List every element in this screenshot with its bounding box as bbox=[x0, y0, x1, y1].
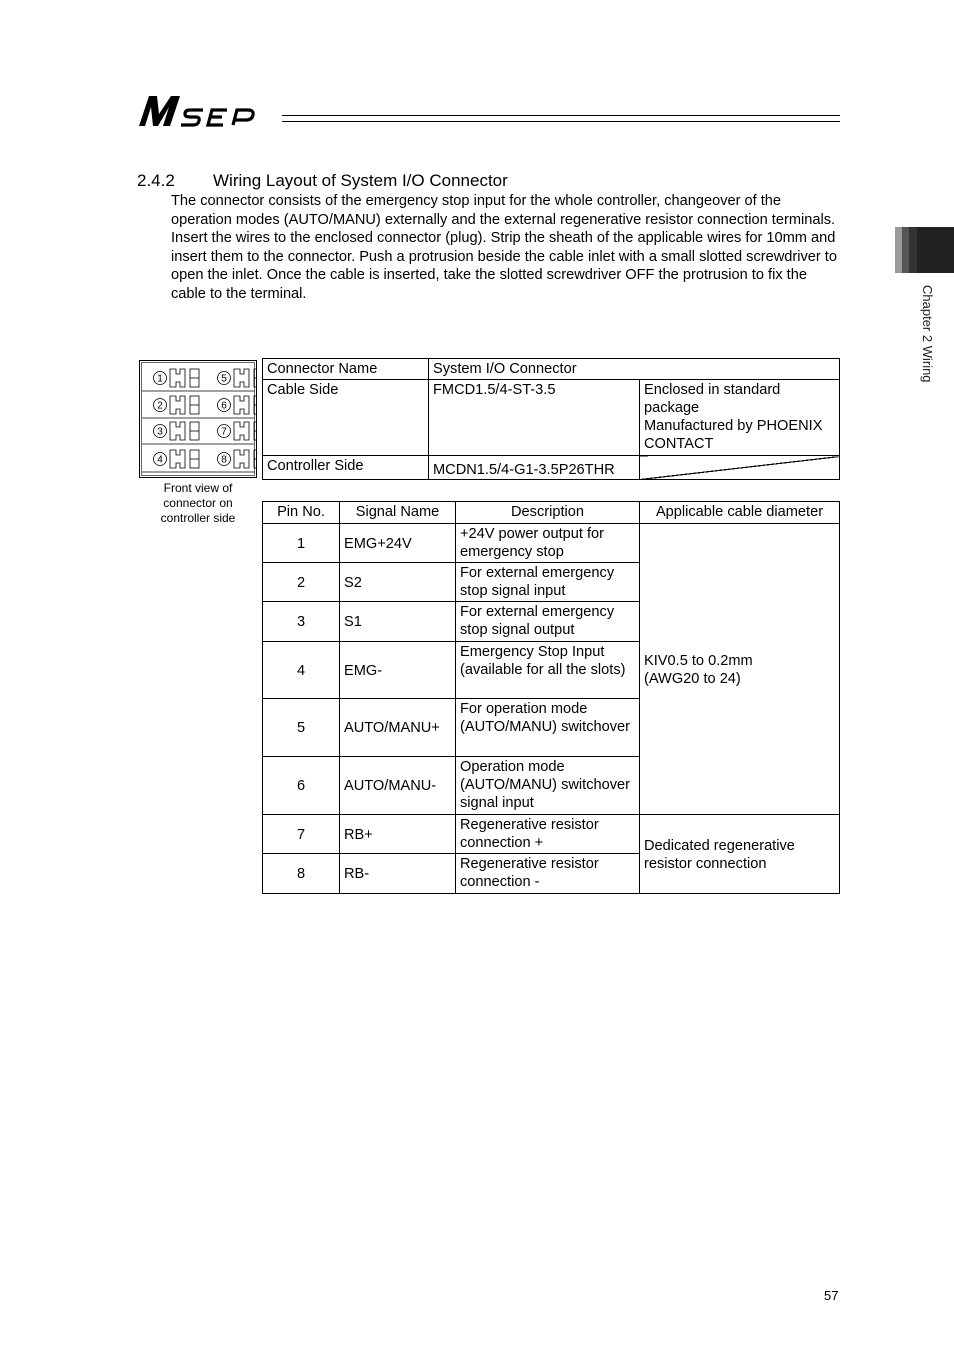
pin-description: For external emergency stop signal output bbox=[456, 602, 640, 642]
signal-name: S1 bbox=[340, 602, 456, 642]
chapter-side-label bbox=[911, 285, 941, 410]
cable-diameter-group-1: KIV0.5 to 0.2mm (AWG20 to 24) bbox=[640, 524, 840, 815]
pin-label: 3 bbox=[157, 426, 163, 438]
pin-label: 8 bbox=[221, 454, 227, 466]
pin-assignment-table bbox=[262, 501, 840, 894]
table-row bbox=[263, 815, 840, 854]
chapter-tab-gradient bbox=[895, 227, 917, 273]
figure-caption: Front view of connector on controller side bbox=[160, 481, 236, 525]
controller-side-label: Controller Side bbox=[263, 456, 429, 480]
header-rule-bottom bbox=[282, 121, 840, 122]
controller-side-value: MCDN1.5/4-G1-3.5P26THR bbox=[429, 456, 640, 480]
pin-label: 2 bbox=[157, 400, 163, 412]
pin-no: 3 bbox=[263, 602, 340, 642]
pin-label: 7 bbox=[221, 426, 227, 438]
pin-no: 1 bbox=[263, 524, 340, 563]
pin-description: Emergency Stop Input (available for all the slots) bbox=[456, 642, 640, 699]
signal-name: RB+ bbox=[340, 815, 456, 854]
header-description: Description bbox=[456, 502, 640, 524]
header-signal-name: Signal Name bbox=[340, 502, 456, 524]
connector-front-view-figure bbox=[139, 360, 257, 478]
pin-no: 7 bbox=[263, 815, 340, 854]
chapter-label-text: Chapter 2 Wiring bbox=[920, 285, 935, 383]
chapter-tab-block bbox=[917, 227, 954, 273]
cable-side-note: Enclosed in standard package Manufactured by PHOENIX CONTACT bbox=[640, 380, 840, 456]
header-rule-top bbox=[282, 115, 840, 116]
connector-name-value: System I/O Connector bbox=[429, 359, 840, 380]
header-cable-diameter: Applicable cable diameter bbox=[640, 502, 840, 524]
pin-description: For external emergency stop signal input bbox=[456, 563, 640, 602]
signal-name: RB- bbox=[340, 854, 456, 894]
pin-description: For operation mode (AUTO/MANU) switchover bbox=[456, 699, 640, 757]
pin-no: 6 bbox=[263, 757, 340, 815]
logo-sep-glyph bbox=[181, 110, 253, 125]
msep-logo bbox=[137, 92, 277, 130]
section-title: Wiring Layout of System I/O Connector bbox=[213, 171, 508, 190]
signal-name: EMG+24V bbox=[340, 524, 456, 563]
header-pin-no: Pin No. bbox=[263, 502, 340, 524]
pin-label: 6 bbox=[221, 400, 227, 412]
cable-side-label: Cable Side bbox=[263, 380, 429, 456]
pin-description: Regenerative resistor connection + bbox=[456, 815, 640, 854]
pin-no: 2 bbox=[263, 563, 340, 602]
pin-no: 8 bbox=[263, 854, 340, 894]
pin-description: Operation mode (AUTO/MANU) switchover signal input bbox=[456, 757, 640, 815]
pin-no: 4 bbox=[263, 642, 340, 699]
empty-diagonal-cell bbox=[640, 456, 840, 480]
signal-name: AUTO/MANU- bbox=[340, 757, 456, 815]
pin-label: 5 bbox=[221, 373, 227, 385]
signal-name: S2 bbox=[340, 563, 456, 602]
connector-name-label: Connector Name bbox=[263, 359, 429, 380]
pin-label: 1 bbox=[157, 373, 163, 385]
connector-info-table bbox=[262, 358, 840, 480]
logo-m-glyph bbox=[139, 96, 180, 126]
body-paragraph: The connector consists of the emergency stop input for the whole controller, changeover of the operation modes (AUTO/MANU) externally and the external regenerative resistor connection terminals. bbox=[171, 193, 836, 228]
pin-description: Regenerative resistor connection - bbox=[456, 854, 640, 894]
section-body bbox=[171, 192, 843, 303]
signal-name: EMG- bbox=[340, 642, 456, 699]
pin-label: 4 bbox=[157, 454, 163, 466]
cable-diameter-group-2: Dedicated regenerative resistor connection bbox=[640, 815, 840, 894]
table-row bbox=[263, 524, 840, 563]
body-paragraph: Insert the wires to the enclosed connector (plug). Strip the sheath of the applicable wires for 10mm and insert them to the connector. Push a protrusion beside the cable inlet with a small slotted screwdriver to open the inlet. Once the cable is inserted, take the slotted screwdriver OFF the protrusion to fix the cable to the terminal. bbox=[171, 230, 837, 302]
pin-no: 5 bbox=[263, 699, 340, 757]
signal-name: AUTO/MANU+ bbox=[340, 699, 456, 757]
section-number: 2.4.2 bbox=[137, 171, 175, 190]
pin-description: +24V power output for emergency stop bbox=[456, 524, 640, 563]
page-number: 57 bbox=[824, 1288, 839, 1303]
cable-side-value: FMCD1.5/4-ST-3.5 bbox=[429, 380, 640, 456]
